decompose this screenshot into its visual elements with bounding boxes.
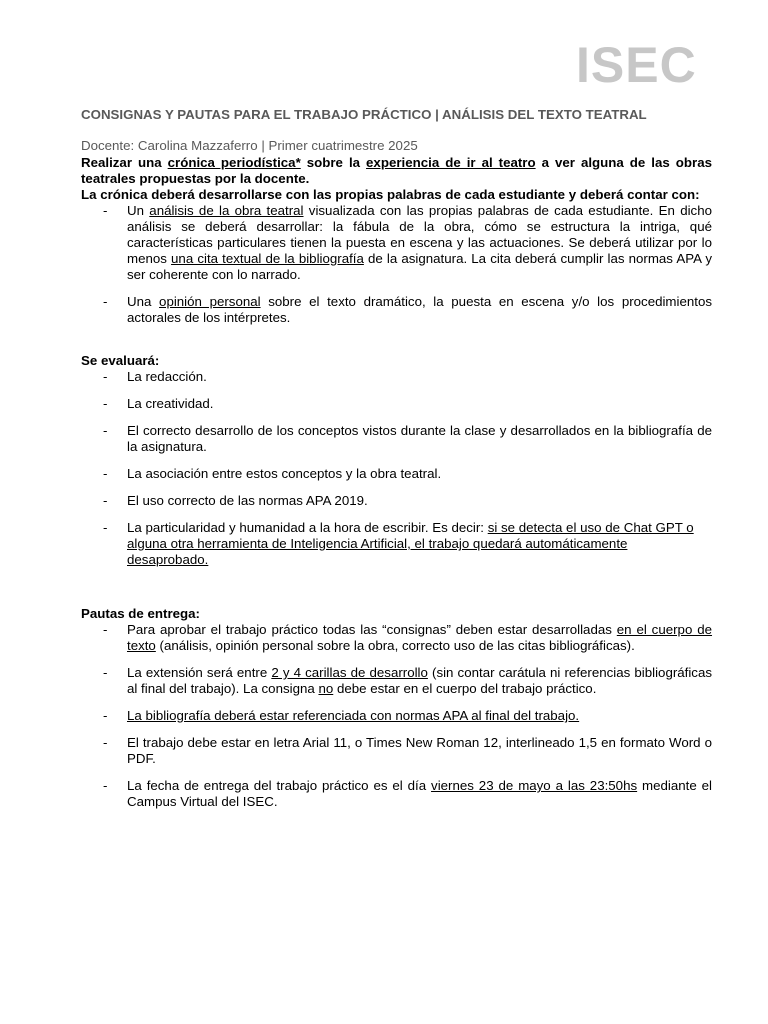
list-item: - El correcto desarrollo de los conceptos vistos durante la clase y desarrollados en la bibliografía de la asignatura.	[81, 423, 712, 455]
logo-text: ISEC	[576, 37, 697, 93]
del5-text-b: mediante el Campus Virtual del ISEC.	[127, 778, 712, 809]
evaluation-heading: Se evaluará:	[81, 353, 160, 368]
list-item: - La creatividad.	[81, 396, 712, 412]
req1-underline-analisis: análisis de la obra teatral	[149, 203, 304, 218]
delivery-heading: Pautas de entrega:	[81, 606, 200, 621]
req1-text-b: visualizada con las propias palabras de cada estudiante. En dicho análisis se deberá desarrollar: la fábula de la obra, cómo se estructura la intriga, qué características particulares tienen la puesta en escena y las actuaciones. Se deberá utilizar por lo menos	[127, 203, 712, 266]
intro-paragraph	[81, 155, 712, 187]
del2-text-b: (sin contar carátula ni referencias bibliográficas al final del trabajo). La consigna	[127, 665, 712, 696]
document-title: CONSIGNAS Y PAUTAS PARA EL TRABAJO PRÁCTICO | ANÁLISIS DEL TEXTO TEATRAL	[81, 107, 647, 122]
del5-text-a: La fecha de entrega del trabajo práctico es el día	[127, 778, 432, 793]
del2-underline-carillas: 2 y 4 carillas de desarrollo	[271, 665, 428, 680]
req2-text-a: Una	[127, 294, 160, 309]
isec-logo	[576, 37, 697, 93]
del1-text-a: Para aprobar el trabajo práctico todas las “consignas” deben estar desarrolladas	[127, 622, 617, 637]
list-item: - La asociación entre estos conceptos y la obra teatral.	[81, 466, 712, 482]
list-item: - La redacción.	[81, 369, 712, 385]
intro-text-c: a ver alguna de las obras teatrales propuestas por la docente.	[81, 155, 712, 186]
eval6-text-a: La particularidad y humanidad a la hora de escribir. Es decir:	[127, 520, 488, 535]
del5-underline-fecha: viernes 23 de mayo a las 23:50hs	[431, 778, 638, 793]
req1-text-a: Un	[127, 203, 150, 218]
document-body	[81, 106, 712, 810]
list-item	[81, 708, 712, 724]
list-item	[81, 622, 712, 654]
intro-text-a: Realizar una	[81, 155, 168, 170]
intro-underline-experiencia: experiencia de ir al teatro	[366, 155, 536, 170]
del1-underline-cuerpo: en el cuerpo de texto	[127, 622, 713, 653]
eval6-underline-ia: si se detecta el uso de Chat GPT o alguna otra herramienta de Inteligencia Artificial, el trabajo quedará automáticamente desaprobado.	[127, 520, 694, 567]
intro-text-b: sobre la	[300, 155, 367, 170]
req1-text-c: de la asignatura. La cita deberá cumplir las normas APA y ser coherente con lo narrado.	[127, 251, 712, 282]
list-item: - El uso correcto de las normas APA 2019.	[81, 493, 712, 509]
list-item	[81, 203, 712, 283]
del2-text-c: debe estar en el cuerpo del trabajo práctico.	[333, 681, 597, 696]
del2-text-a: La extensión será entre	[127, 665, 272, 680]
delivery-list	[81, 622, 712, 810]
document-subtitle: Docente: Carolina Mazzaferro | Primer cuatrimestre 2025	[81, 138, 418, 153]
requirements-intro: La crónica deberá desarrollarse con las propias palabras de cada estudiante y deberá contar con:	[81, 187, 700, 202]
req1-underline-cita: una cita textual de la bibliografía	[171, 251, 364, 266]
list-item	[81, 520, 712, 568]
del1-text-b: (análisis, opinión personal sobre la obra, correcto uso de las citas bibliográficas).	[155, 638, 635, 653]
evaluation-list	[81, 369, 712, 568]
requirements-list	[81, 203, 712, 326]
req2-underline-opinion: opinión personal	[159, 294, 261, 309]
intro-underline-cronica: crónica periodística*	[167, 155, 301, 170]
del2-underline-no: no	[318, 681, 334, 696]
list-item	[81, 665, 712, 697]
list-item: - El trabajo debe estar en letra Arial 11, o Times New Roman 12, interlineado 1,5 en formato Word o PDF.	[81, 735, 712, 767]
del3-underline-bibliografia: La bibliografía deberá estar referenciada con normas APA al final del trabajo.	[127, 708, 580, 723]
list-item	[81, 778, 712, 810]
req2-text-b: sobre el texto dramático, la puesta en escena y/o los procedimientos actorales de los intérpretes.	[127, 294, 712, 325]
list-item	[81, 294, 712, 326]
